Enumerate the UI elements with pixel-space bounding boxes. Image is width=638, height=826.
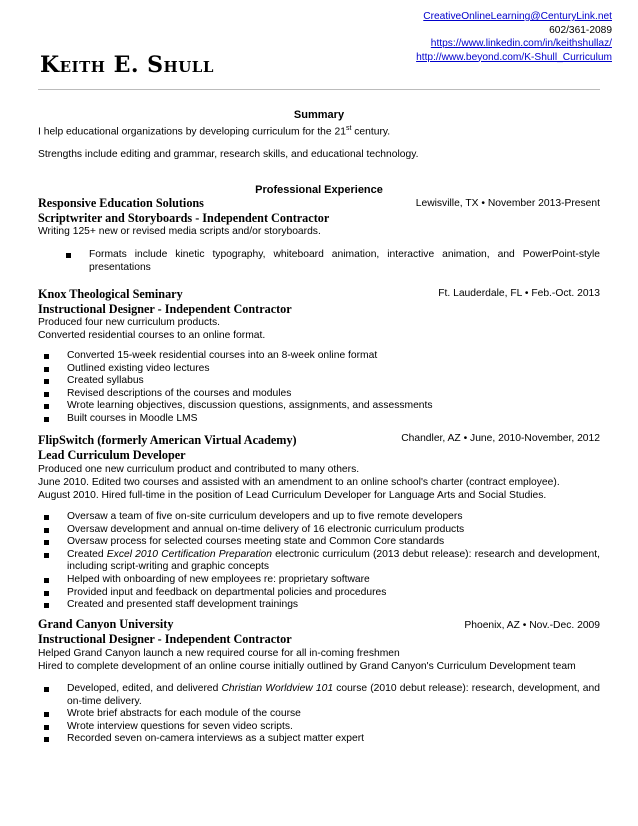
linkedin-link[interactable]: https://www.linkedin.com/in/keithshullaz/ bbox=[430, 38, 612, 49]
job-4-title: Instructional Designer - Independent Contractor bbox=[38, 632, 292, 646]
email-link[interactable]: CreativeOnlineLearning@CenturyLink.net bbox=[423, 11, 612, 22]
job-2-bullet-1: Converted 15-week residential courses into an 8-week online format bbox=[40, 350, 600, 363]
job-2-title: Instructional Designer - Independent Contractor bbox=[38, 302, 292, 316]
contact-block bbox=[416, 10, 612, 64]
job-3-bullet-4-course: Excel 2010 Certification Preparation bbox=[106, 548, 272, 560]
job-3-desc-3: August 2010. Hired full-time in the position of Lead Curriculum Developer for Language Arts and Social Studies. bbox=[38, 490, 547, 501]
job-2-bullet-2: Outlined existing video lectures bbox=[40, 363, 600, 376]
job-4-bullet-4: Recorded seven on-camera interviews as a subject matter expert bbox=[40, 733, 600, 746]
job-1-location: Lewisville, TX • November 2013-Present bbox=[415, 198, 600, 209]
job-3-bullet-6: Provided input and feedback on departmental policies and procedures bbox=[40, 587, 600, 600]
summary-heading: Summary bbox=[293, 109, 345, 121]
candidate-name: Keith E. Shull bbox=[40, 52, 214, 78]
job-2-org: Knox Theological Seminary bbox=[38, 287, 183, 301]
job-4-bullet-1 bbox=[40, 683, 600, 708]
summary-line-1 bbox=[38, 122, 390, 138]
job-2-bullet-6: Built courses in Moodle LMS bbox=[40, 413, 600, 426]
job-4-bullet-1-post: course (2010 debut release): research, development, and on-time delivery. bbox=[67, 683, 600, 707]
job-4-desc-2: Hired to complete development of an online course initially outlined by Grand Canyon's Curriculum Development team bbox=[38, 661, 576, 672]
job-4-bullet-1-pre: Developed, edited, and delivered bbox=[67, 683, 222, 694]
job-3-bullet-1: Oversaw a team of five on-site curriculum developers and up to five remote developers bbox=[40, 511, 600, 524]
job-2-desc-2: Converted residential courses to an online format. bbox=[38, 330, 266, 341]
header-divider bbox=[38, 89, 600, 90]
job-3-bullet-4-post: electronic curriculum (2013 debut release): research and development, including script-writing and graphic concepts bbox=[67, 548, 600, 573]
job-1-desc-1: Writing 125+ new or revised media scripts and/or storyboards. bbox=[38, 226, 321, 237]
job-3-org: FlipSwitch (formerly American Virtual Academy) bbox=[38, 433, 297, 447]
job-4-desc-1: Helped Grand Canyon launch a new required course for all in-coming freshmen bbox=[38, 648, 400, 659]
job-2-bullet-4: Revised descriptions of the courses and modules bbox=[40, 388, 600, 401]
job-4-bullets bbox=[40, 683, 600, 746]
job-3-bullet-4 bbox=[40, 549, 600, 574]
job-3-bullet-7: Created and presented staff development trainings bbox=[40, 599, 600, 612]
job-2-bullet-3: Created syllabus bbox=[40, 375, 600, 388]
job-4-bullet-3: Wrote interview questions for seven video scripts. bbox=[40, 721, 600, 734]
job-3-title: Lead Curriculum Developer bbox=[38, 448, 186, 462]
summary-line-2: Strengths include editing and grammar, research skills, and educational technology. bbox=[38, 149, 419, 160]
summary-line-1-text: I help educational organizations by developing curriculum for the 21 bbox=[38, 126, 346, 138]
summary-line-1-end: century. bbox=[351, 126, 391, 138]
job-4-bullet-1-course: Christian Worldview 101 bbox=[221, 683, 334, 694]
job-4-location: Phoenix, AZ • Nov.-Dec. 2009 bbox=[464, 620, 600, 631]
job-2-location: Ft. Lauderdale, FL • Feb.-Oct. 2013 bbox=[438, 288, 600, 299]
job-3-bullet-5: Helped with onboarding of new employees re: proprietary software bbox=[40, 574, 600, 587]
job-1-title: Scriptwriter and Storyboards - Independent Contractor bbox=[38, 211, 330, 225]
phone-number: 602/361-2089 bbox=[549, 24, 612, 36]
job-2-bullets bbox=[40, 350, 600, 426]
job-3-location: Chandler, AZ • June, 2010-November, 2012 bbox=[401, 433, 600, 444]
job-3-bullets bbox=[40, 511, 600, 612]
job-3-desc-1: Produced one new curriculum product and contributed to many others. bbox=[38, 464, 360, 475]
job-3-bullet-3: Oversaw process for selected courses meeting state and Common Core standards bbox=[40, 536, 600, 549]
summary-superscript: st bbox=[345, 125, 352, 132]
job-1-bullets bbox=[62, 249, 600, 274]
job-2-bullet-5: Wrote learning objectives, discussion questions, assignments, and assessments bbox=[40, 400, 600, 413]
job-2-desc-1: Produced four new curriculum products. bbox=[38, 317, 220, 328]
website-link[interactable]: http://www.beyond.com/K-Shull_Curriculum bbox=[416, 51, 612, 63]
job-1-org: Responsive Education Solutions bbox=[38, 196, 204, 210]
job-3-bullet-4-pre: Created bbox=[67, 548, 107, 560]
experience-heading: Professional Experience bbox=[255, 184, 383, 196]
job-3-desc-2: June 2010. Edited two courses and assisted with an amendment to an online school's charter (contract employee). bbox=[38, 477, 560, 488]
job-1-bullet-1: Formats include kinetic typography, whiteboard animation, interactive animation, and PowerPoint-style presentations bbox=[62, 249, 600, 274]
job-3-bullet-2: Oversaw development and annual on-time delivery of 16 electronic curriculum products bbox=[40, 524, 600, 537]
job-4-org: Grand Canyon University bbox=[38, 617, 174, 631]
job-4-bullet-2: Wrote brief abstracts for each module of the course bbox=[40, 708, 600, 721]
